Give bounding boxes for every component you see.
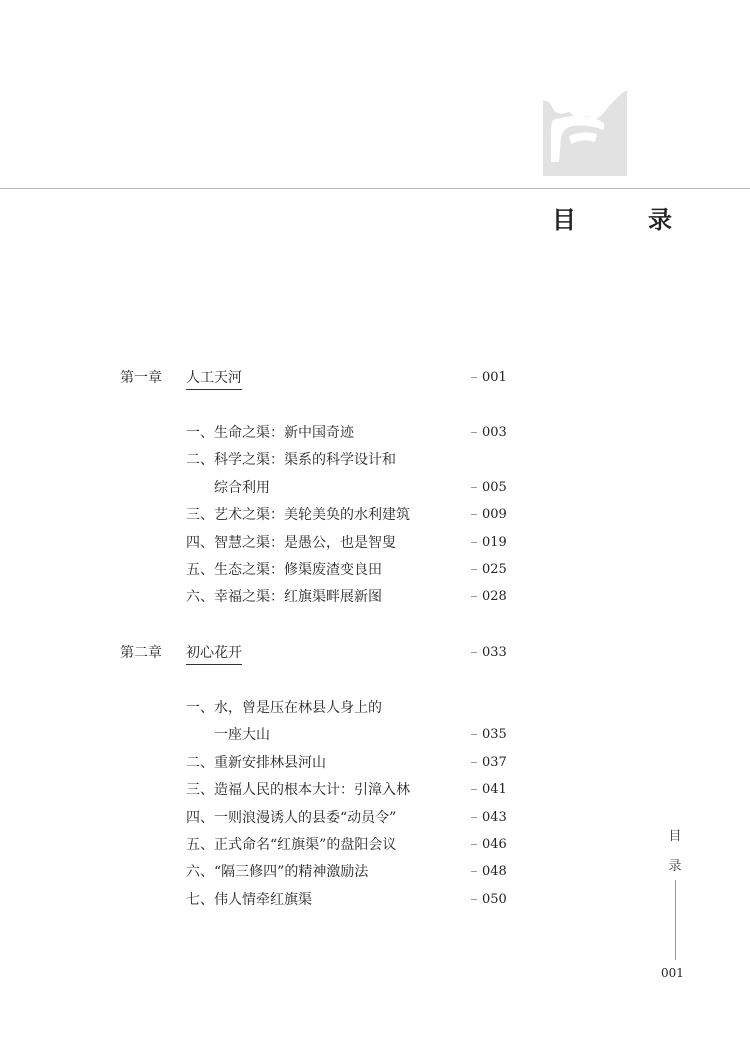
page-ref: 005	[471, 478, 507, 498]
page-ref: 035	[471, 725, 507, 745]
mountain-canal-emblem-icon	[543, 90, 627, 176]
entry-text: 综合利用	[214, 479, 270, 496]
entry-text: 一、水，曾是压在林县人身上的	[186, 700, 382, 716]
entry-text: 三、艺术之渠：美轮美奂的水利建筑	[186, 507, 410, 524]
entry-text: 一座大山	[214, 727, 270, 744]
entry-text: 六、幸福之渠：红旗渠畔展新图	[186, 589, 382, 606]
page-ref: 033	[471, 643, 507, 663]
entry-text: 六、“隔三修四”的精神激励法	[186, 864, 369, 881]
page-ref: 001	[471, 368, 507, 388]
side-divider-line	[675, 880, 676, 960]
page-ref: 043	[471, 808, 507, 828]
page-title: 目 录	[552, 205, 696, 234]
chapter-number: 第二章	[120, 645, 162, 661]
entry-text: 四、智慧之渠：是愚公，也是智叟	[186, 534, 396, 551]
entry-text: 五、生态之渠：修渠废渣变良田	[186, 562, 382, 578]
entry-text: 五、正式命名“红旗渠”的盘阳会议	[186, 837, 397, 853]
entry-text: 二、科学之渠：渠系的科学设计和	[186, 452, 396, 469]
entry-text: 一、生命之渠：新中国奇迹	[186, 425, 354, 441]
page-ref: 019	[471, 533, 507, 553]
page-ref: 050	[471, 890, 507, 910]
page-number: 001	[661, 966, 684, 980]
side-label-char: 目	[668, 829, 682, 844]
page-ref: 025	[471, 560, 507, 580]
side-running-label	[667, 822, 683, 882]
entry-text: 二、重新安排林县河山	[186, 754, 326, 771]
entry-text: 四、一则浪漫诱人的县委“动员令”	[186, 809, 397, 826]
chapter-title: 初心花开	[186, 643, 242, 665]
page-ref: 003	[471, 423, 507, 443]
page-ref: 037	[471, 753, 507, 773]
side-label-char: 录	[668, 859, 682, 874]
entry-text: 七、伟人情牵红旗渠	[186, 891, 312, 908]
page-ref: 009	[471, 505, 507, 525]
page-ref: 041	[471, 780, 507, 800]
chapter-title: 人工天河	[186, 368, 242, 390]
page-ref: 028	[471, 587, 507, 607]
page-ref: 046	[471, 835, 507, 855]
page-ref: 048	[471, 862, 507, 882]
chapter-number: 第一章	[120, 370, 162, 386]
header-rule	[0, 188, 750, 189]
entry-text: 三、造福人民的根本大计：引漳入林	[186, 782, 410, 799]
